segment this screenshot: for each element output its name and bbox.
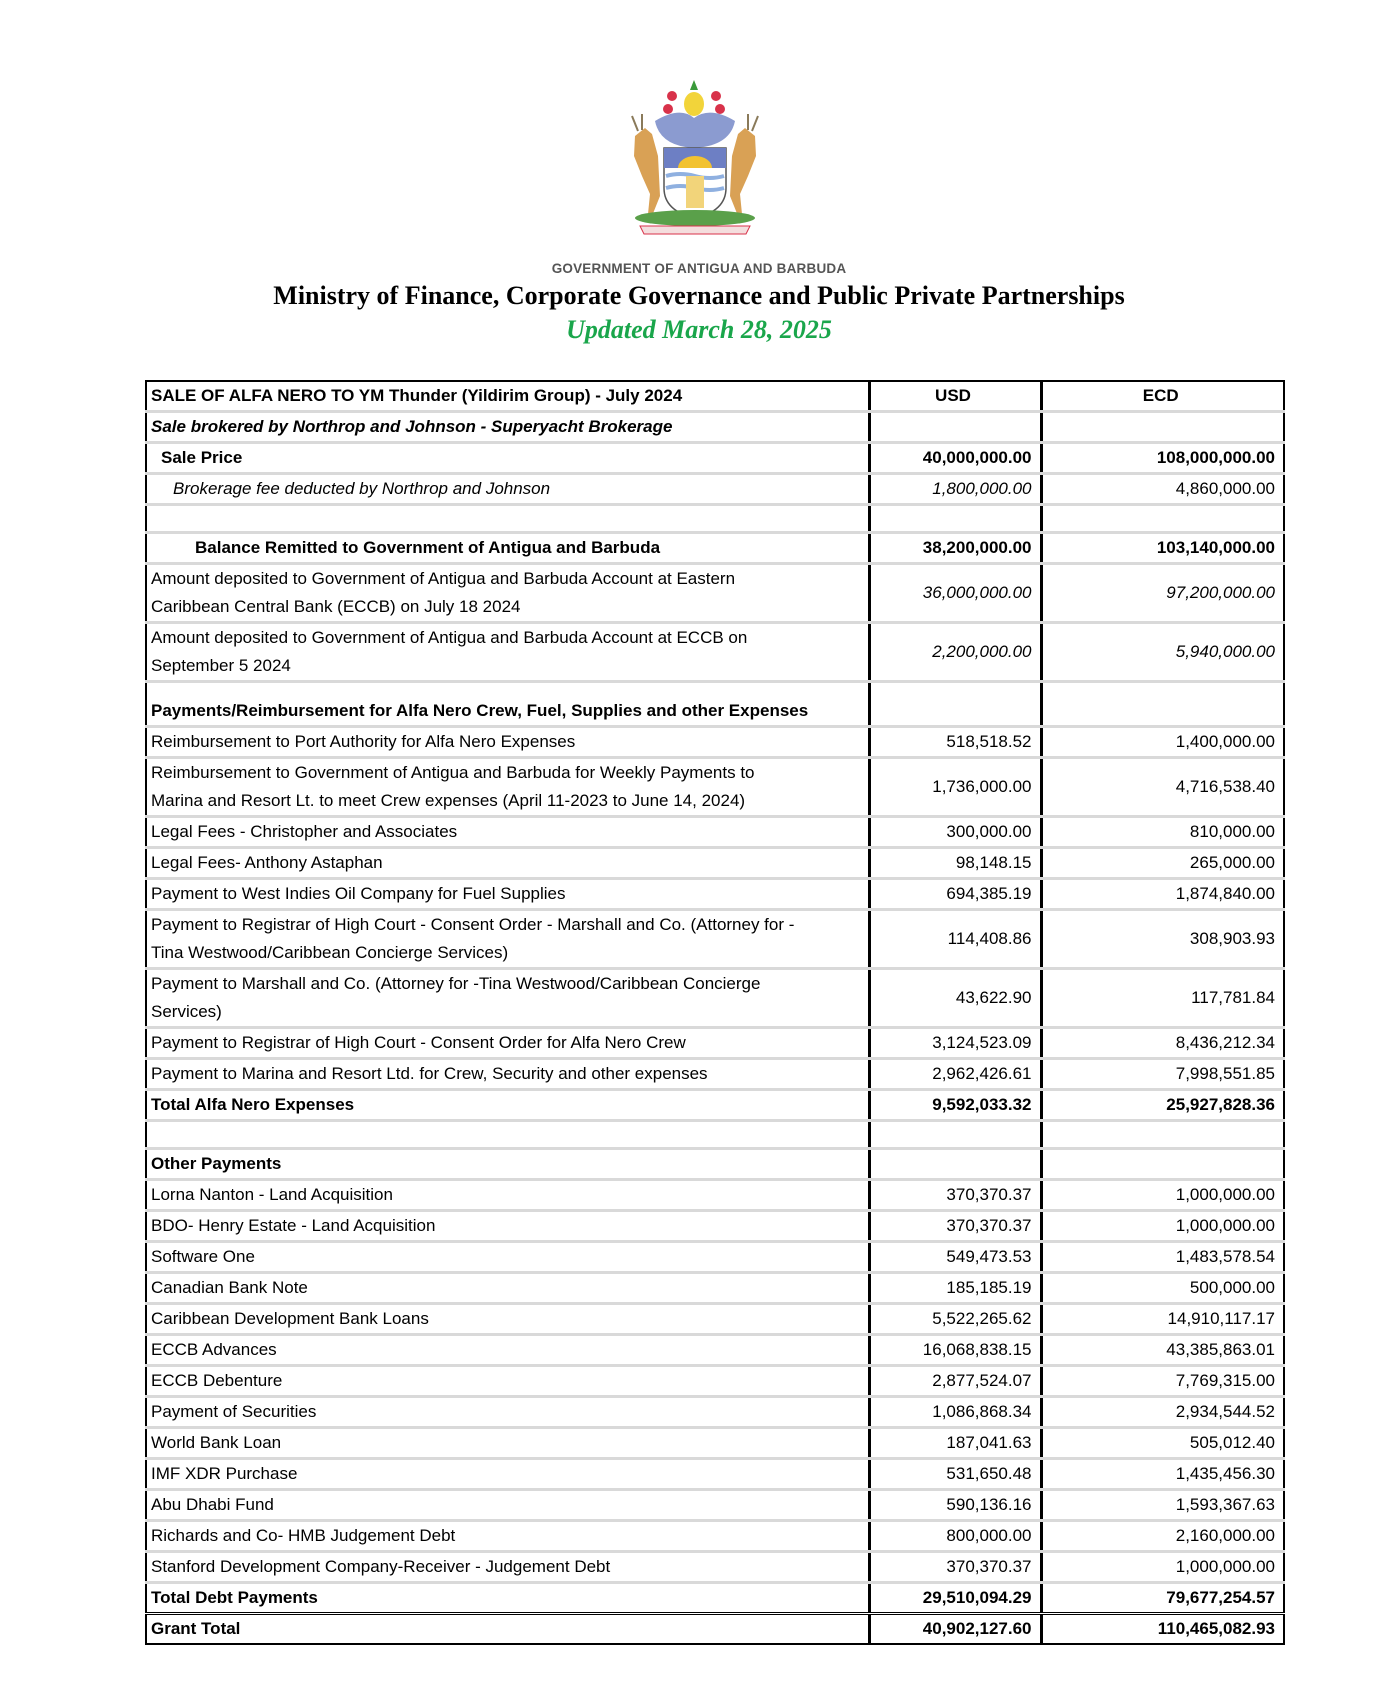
usd-value: 2,877,524.07 bbox=[869, 1366, 1041, 1397]
table-row-total-expenses bbox=[146, 1090, 1284, 1121]
usd-value: 185,185.19 bbox=[869, 1273, 1041, 1304]
table-row bbox=[146, 848, 1284, 879]
ecd-value: 265,000.00 bbox=[1041, 848, 1284, 879]
ecd-value: 1,435,456.30 bbox=[1041, 1459, 1284, 1490]
table-header-row bbox=[146, 381, 1284, 412]
ecd-value: 1,000,000.00 bbox=[1041, 1211, 1284, 1242]
table-row bbox=[146, 879, 1284, 910]
usd-value: 36,000,000.00 bbox=[869, 564, 1041, 623]
usd-value: 98,148.15 bbox=[869, 848, 1041, 879]
ecd-value: 2,160,000.00 bbox=[1041, 1521, 1284, 1552]
usd-value: 590,136.16 bbox=[869, 1490, 1041, 1521]
usd-value: 1,736,000.00 bbox=[869, 758, 1041, 817]
ministry-title: Ministry of Finance, Corporate Governance and Public Private Partnerships bbox=[273, 281, 1125, 310]
usd-value: 1,800,000.00 bbox=[869, 474, 1041, 505]
row-label: Total Debt Payments bbox=[146, 1583, 869, 1614]
ecd-value: 2,934,544.52 bbox=[1041, 1397, 1284, 1428]
row-label: Legal Fees - Christopher and Associates bbox=[146, 817, 869, 848]
row-label: Sale Price bbox=[146, 443, 869, 474]
table-row bbox=[146, 727, 1284, 758]
ecd-value: 14,910,117.17 bbox=[1041, 1304, 1284, 1335]
section-heading-expenses bbox=[146, 697, 1284, 727]
row-label: Payment to West Indies Oil Company for Fuel Supplies bbox=[146, 879, 869, 910]
usd-value: 549,473.53 bbox=[869, 1242, 1041, 1273]
row-label: Grant Total bbox=[146, 1614, 869, 1645]
usd-value: 531,650.48 bbox=[869, 1459, 1041, 1490]
row-label: Canadian Bank Note bbox=[146, 1273, 869, 1304]
row-label: ECCB Debenture bbox=[146, 1366, 869, 1397]
usd-value: 43,622.90 bbox=[869, 969, 1041, 1028]
table-row bbox=[146, 1180, 1284, 1211]
table-row bbox=[146, 1459, 1284, 1490]
table-row bbox=[146, 1428, 1284, 1459]
table-row bbox=[146, 1397, 1284, 1428]
usd-value: 370,370.37 bbox=[869, 1180, 1041, 1211]
ecd-value: 1,483,578.54 bbox=[1041, 1242, 1284, 1273]
table-row bbox=[146, 910, 1284, 969]
row-label: Amount deposited to Government of Antigua and Barbuda Account at Eastern Caribbean Central Bank (ECCB) on July 18 2024 bbox=[146, 564, 869, 623]
table-row bbox=[146, 1552, 1284, 1583]
table-row-deposit-1 bbox=[146, 564, 1284, 623]
row-label: Amount deposited to Government of Antigua and Barbuda Account at ECCB on September 5 2024 bbox=[146, 623, 869, 682]
column-header-usd: USD bbox=[869, 381, 1041, 412]
row-label: Lorna Nanton - Land Acquisition bbox=[146, 1180, 869, 1211]
ecd-value: 1,874,840.00 bbox=[1041, 879, 1284, 910]
usd-value: 300,000.00 bbox=[869, 817, 1041, 848]
table-row-total-debt bbox=[146, 1583, 1284, 1614]
ecd-value: 505,012.40 bbox=[1041, 1428, 1284, 1459]
row-label: Payment to Registrar of High Court - Consent Order - Marshall and Co. (Attorney for - Tina Westwood/Caribbean Concierge Services) bbox=[146, 910, 869, 969]
section-heading: Other Payments bbox=[146, 1149, 869, 1180]
ecd-value: 1,000,000.00 bbox=[1041, 1552, 1284, 1583]
usd-value: 16,068,838.15 bbox=[869, 1335, 1041, 1366]
usd-value: 2,200,000.00 bbox=[869, 623, 1041, 682]
ecd-value: 7,998,551.85 bbox=[1041, 1059, 1284, 1090]
usd-value: 114,408.86 bbox=[869, 910, 1041, 969]
table-row bbox=[146, 758, 1284, 817]
row-label: Software One bbox=[146, 1242, 869, 1273]
table-row bbox=[146, 1273, 1284, 1304]
table-row bbox=[146, 1028, 1284, 1059]
usd-value: 370,370.37 bbox=[869, 1211, 1041, 1242]
ecd-value: 1,593,367.63 bbox=[1041, 1490, 1284, 1521]
ecd-value: 1,000,000.00 bbox=[1041, 1180, 1284, 1211]
column-header-ecd: ECD bbox=[1041, 381, 1284, 412]
ecd-value: 97,200,000.00 bbox=[1041, 564, 1284, 623]
row-label: Balance Remitted to Government of Antigua and Barbuda bbox=[146, 533, 869, 564]
table-row-brokerage-fee bbox=[146, 474, 1284, 505]
row-label: Reimbursement to Port Authority for Alfa Nero Expenses bbox=[146, 727, 869, 758]
table-row-grand-total bbox=[146, 1614, 1284, 1645]
table-row bbox=[146, 1242, 1284, 1273]
government-name: GOVERNMENT OF ANTIGUA AND BARBUDA bbox=[551, 261, 847, 276]
row-label: Payment to Registrar of High Court - Consent Order for Alfa Nero Crew bbox=[146, 1028, 869, 1059]
usd-value: 3,124,523.09 bbox=[869, 1028, 1041, 1059]
row-label: Payment of Securities bbox=[146, 1397, 869, 1428]
table-row bbox=[146, 412, 1284, 443]
usd-value: 38,200,000.00 bbox=[869, 533, 1041, 564]
table-title: SALE OF ALFA NERO TO YM Thunder (Yildirim Group) - July 2024 bbox=[146, 381, 869, 412]
ecd-value: 117,781.84 bbox=[1041, 969, 1284, 1028]
row-label: Abu Dhabi Fund bbox=[146, 1490, 869, 1521]
usd-value: 187,041.63 bbox=[869, 1428, 1041, 1459]
usd-value: 800,000.00 bbox=[869, 1521, 1041, 1552]
coat-of-arms-icon bbox=[620, 76, 770, 236]
table-row bbox=[146, 1521, 1284, 1552]
table-row-balance bbox=[146, 533, 1284, 564]
row-label: Richards and Co- HMB Judgement Debt bbox=[146, 1521, 869, 1552]
section-heading-other bbox=[146, 1149, 1284, 1180]
ecd-value: 108,000,000.00 bbox=[1041, 443, 1284, 474]
section-heading: Payments/Reimbursement for Alfa Nero Crew, Fuel, Supplies and other Expenses bbox=[146, 697, 869, 727]
ecd-value: 25,927,828.36 bbox=[1041, 1090, 1284, 1121]
ecd-value: 5,940,000.00 bbox=[1041, 623, 1284, 682]
blank-row bbox=[146, 1121, 1284, 1149]
row-label: Payment to Marshall and Co. (Attorney for -Tina Westwood/Caribbean Concierge Services) bbox=[146, 969, 869, 1028]
ecd-value: 308,903.93 bbox=[1041, 910, 1284, 969]
table-row-sale-price bbox=[146, 443, 1284, 474]
usd-value: 9,592,033.32 bbox=[869, 1090, 1041, 1121]
row-label: Brokerage fee deducted by Northrop and Johnson bbox=[146, 474, 869, 505]
table-row bbox=[146, 1211, 1284, 1242]
ecd-value: 110,465,082.93 bbox=[1041, 1614, 1284, 1645]
ecd-value: 79,677,254.57 bbox=[1041, 1583, 1284, 1614]
usd-value: 1,086,868.34 bbox=[869, 1397, 1041, 1428]
row-label: ECCB Advances bbox=[146, 1335, 869, 1366]
row-label: Caribbean Development Bank Loans bbox=[146, 1304, 869, 1335]
row-label: Stanford Development Company-Receiver - Judgement Debt bbox=[146, 1552, 869, 1583]
table-row bbox=[146, 1490, 1284, 1521]
table-row-deposit-2 bbox=[146, 623, 1284, 682]
ecd-value: 4,860,000.00 bbox=[1041, 474, 1284, 505]
usd-value: 5,522,265.62 bbox=[869, 1304, 1041, 1335]
table-row bbox=[146, 1059, 1284, 1090]
usd-value: 694,385.19 bbox=[869, 879, 1041, 910]
ecd-value: 7,769,315.00 bbox=[1041, 1366, 1284, 1397]
updated-date: Updated March 28, 2025 bbox=[566, 315, 832, 344]
row-label: World Bank Loan bbox=[146, 1428, 869, 1459]
blank-row bbox=[146, 505, 1284, 533]
ecd-value: 500,000.00 bbox=[1041, 1273, 1284, 1304]
row-label: Payment to Marina and Resort Ltd. for Crew, Security and other expenses bbox=[146, 1059, 869, 1090]
ecd-value: 8,436,212.34 bbox=[1041, 1028, 1284, 1059]
row-label: IMF XDR Purchase bbox=[146, 1459, 869, 1490]
brokerage-note: Sale brokered by Northrop and Johnson - Superyacht Brokerage bbox=[146, 412, 869, 443]
ecd-value: 103,140,000.00 bbox=[1041, 533, 1284, 564]
usd-value: 40,902,127.60 bbox=[869, 1614, 1041, 1645]
row-label: BDO- Henry Estate - Land Acquisition bbox=[146, 1211, 869, 1242]
table-row bbox=[146, 969, 1284, 1028]
financial-statement-table bbox=[145, 380, 1285, 1645]
ecd-value: 1,400,000.00 bbox=[1041, 727, 1284, 758]
ecd-value: 4,716,538.40 bbox=[1041, 758, 1284, 817]
row-label: Legal Fees- Anthony Astaphan bbox=[146, 848, 869, 879]
blank-row bbox=[146, 682, 1284, 698]
table-row bbox=[146, 1366, 1284, 1397]
row-label: Reimbursement to Government of Antigua and Barbuda for Weekly Payments to Marina and Resort Lt. to meet Crew expenses (April 11-2023 to June 14, 2024) bbox=[146, 758, 869, 817]
table-row bbox=[146, 1335, 1284, 1366]
usd-value: 29,510,094.29 bbox=[869, 1583, 1041, 1614]
table-row bbox=[146, 1304, 1284, 1335]
usd-value: 2,962,426.61 bbox=[869, 1059, 1041, 1090]
row-label: Total Alfa Nero Expenses bbox=[146, 1090, 869, 1121]
usd-value: 518,518.52 bbox=[869, 727, 1041, 758]
usd-value: 40,000,000.00 bbox=[869, 443, 1041, 474]
ecd-value: 43,385,863.01 bbox=[1041, 1335, 1284, 1366]
table-row bbox=[146, 817, 1284, 848]
ecd-value: 810,000.00 bbox=[1041, 817, 1284, 848]
usd-value: 370,370.37 bbox=[869, 1552, 1041, 1583]
